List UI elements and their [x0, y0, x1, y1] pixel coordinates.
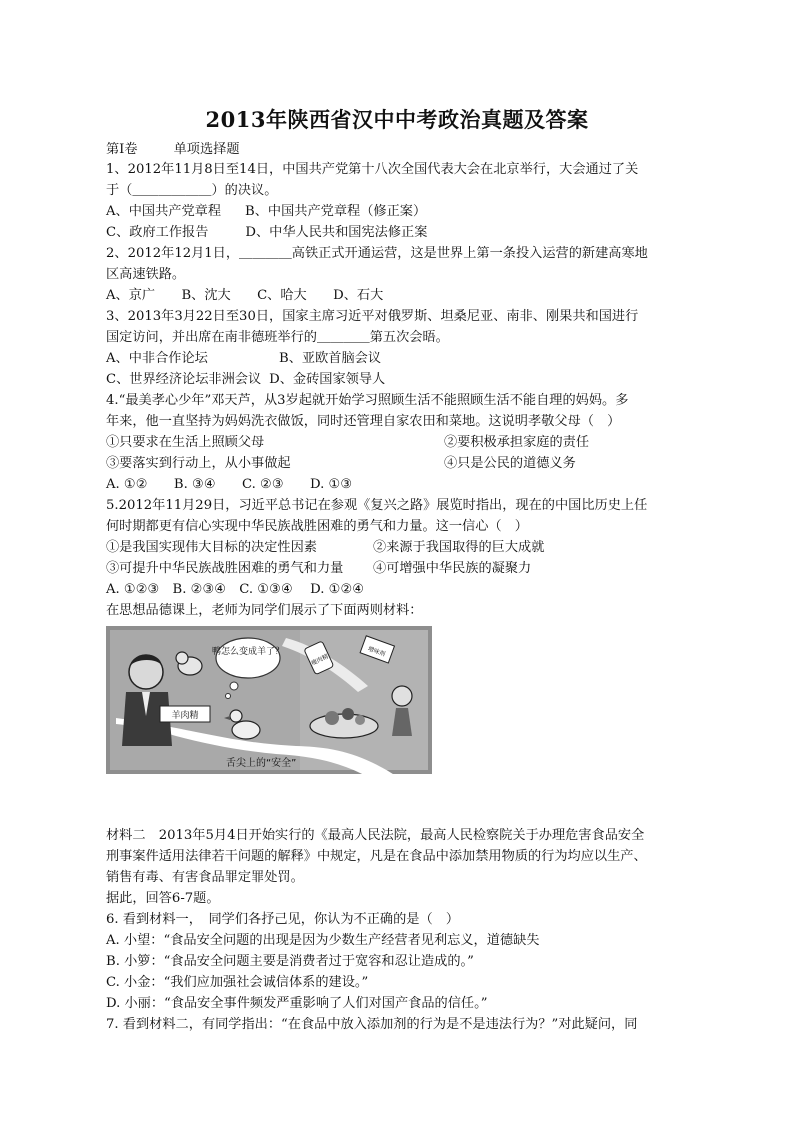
q5-items-row2 [106, 559, 532, 579]
q3-option-c: C、世界经济论坛非洲会议 [106, 372, 262, 387]
q6-stem: 6. 看到材料一， 同学们各抒己见，你认为不正确的是（ ） [106, 912, 460, 927]
q1-option-a: A、中国共产党章程 [106, 204, 222, 219]
q4-item-1: ①只要求在生活上照顾父母 [106, 435, 265, 450]
svg-text:瘦肉精: 瘦肉精 [310, 653, 330, 668]
q6-option-c: C. 小金：“我们应加强社会诚信体系的建设。” [106, 975, 369, 990]
cartoon-caption: 舌尖上的“安全” [226, 758, 297, 769]
q2-stem-line2: 区高速铁路。 [106, 267, 186, 282]
material2-line2: 刑事案件适用法律若干问题的解释》中规定，凡是在食品中添加禁用物质的行为均应以生产、 [106, 849, 647, 864]
q5-stem-line1: 5.2012年11月29日，习近平总书记在参观《复兴之路》展览时指出，现在的中国比历史上任 [106, 498, 648, 513]
shop-sign [160, 706, 210, 722]
material-one-cartoon [106, 626, 432, 774]
q6-option-a: A. 小望：“食品安全问题的出现是因为少数生产经营者见利忘义，道德缺失 [106, 933, 540, 948]
q4-items-row1 [106, 433, 590, 453]
q5-items-row1 [106, 538, 545, 558]
q2-stem-line1: 2、2012年12月1日，＿＿＿＿高铁正式开通运营，这是世界上第一条投入运营的新建高寒地 [106, 246, 648, 261]
q1-option-b: B、中国共产党章程（修正案） [245, 204, 427, 219]
q4-item-2: ②要积极承担家庭的责任 [444, 435, 590, 450]
q5-item-4: ④可增强中华民族的凝聚力 [373, 561, 532, 576]
q5-item-3: ③可提升中华民族战胜困难的勇气和力量 [106, 561, 344, 576]
page-title: 2013年陕西省汉中中考政治真题及答案 [205, 107, 589, 132]
svg-text:羊肉精: 羊肉精 [171, 711, 199, 721]
q7-stem: 7. 看到材料二，有同学指出：“在食品中放入添加剂的行为是不是违法行为？”对此疑问，同 [106, 1017, 638, 1032]
q5-item-1: ①是我国实现伟大目标的决定性因素 [106, 540, 317, 555]
q4-item-4: ④只是公民的道德义务 [444, 456, 576, 471]
q2-options: A、京广 B、沈大 C、哈大 D、石大 [106, 288, 384, 303]
q4-items-row2 [106, 454, 576, 474]
svg-text:增味剂: 增味剂 [366, 645, 387, 659]
q3-options-row1 [106, 349, 382, 369]
q5-stem-line2: 何时期都更有信心实现中华民族战胜困难的勇气和力量。这一信心（ ） [106, 519, 528, 534]
q1-stem-line1: 1、2012年11月8日至14日，中国共产党第十八次全国代表大会在北京举行，大会通过了关 [106, 162, 639, 177]
q1-options-row1 [106, 202, 426, 222]
answer-prompt: 据此，回答6-7题。 [106, 891, 220, 906]
q3-option-a: A、中非合作论坛 [106, 351, 208, 366]
q1-options-row2 [106, 223, 427, 243]
section-label: 第Ⅰ卷 [106, 142, 138, 157]
material2-line1: 材料二 2013年5月4日开始实行的《最高人民法院，最高人民检察院关于办理危害食品安全 [106, 828, 645, 843]
bubble-text-1: 鸭怎么变成羊了？ [211, 647, 285, 657]
q3-stem-line2: 国定访问，并出席在南非德班举行的＿＿＿＿第五次会晤。 [106, 330, 449, 345]
q5-item-2: ②来源于我国取得的巨大成就 [373, 540, 545, 555]
q4-stem-line2: 年来，他一直坚持为妈妈洗衣做饭，同时还管理自家农田和菜地。这说明孝敬父母（ ） [106, 414, 621, 429]
q5-options: A. ①②③ B. ②③④ C. ①③④ D. ①②④ [106, 582, 365, 597]
q4-item-3: ③要落实到行动上，从小事做起 [106, 456, 291, 471]
q6-option-b: B. 小箩：“食品安全问题主要是消费者过于宽容和忍让造成的。” [106, 954, 474, 969]
q4-options: A. ①② B. ③④ C. ②③ D. ①③ [106, 477, 353, 492]
q1-stem-line2: 于（＿＿＿＿＿＿）的决议。 [106, 183, 278, 198]
q3-option-d: D、金砖国家领导人 [269, 372, 386, 387]
q3-stem-line1: 3、2013年3月22日至30日，国家主席习近平对俄罗斯、坦桑尼亚、南非、刚果共和国进行 [106, 309, 639, 324]
q4-stem-line1: 4.“最美孝心少年”邓天芦，从3岁起就开始学习照顾生活不能照顾生活不能自理的妈妈。多 [106, 393, 629, 408]
materials-intro: 在思想品德课上，老师为同学们展示了下面两则材料： [106, 603, 423, 618]
material2-line3: 销售有毒、有害食品罪定罪处罚。 [106, 870, 304, 885]
q6-option-d: D. 小丽：“食品安全事件频发严重影响了人们对国产食品的信任。” [106, 996, 488, 1011]
q1-option-c: C、政府工作报告 [106, 225, 209, 240]
q3-options-row2 [106, 370, 385, 390]
q3-option-b: B、亚欧首脑会议 [279, 351, 382, 366]
section-header [106, 140, 240, 160]
section-type: 单项选择题 [173, 142, 240, 157]
q1-option-d: D、中华人民共和国宪法修正案 [245, 225, 428, 240]
